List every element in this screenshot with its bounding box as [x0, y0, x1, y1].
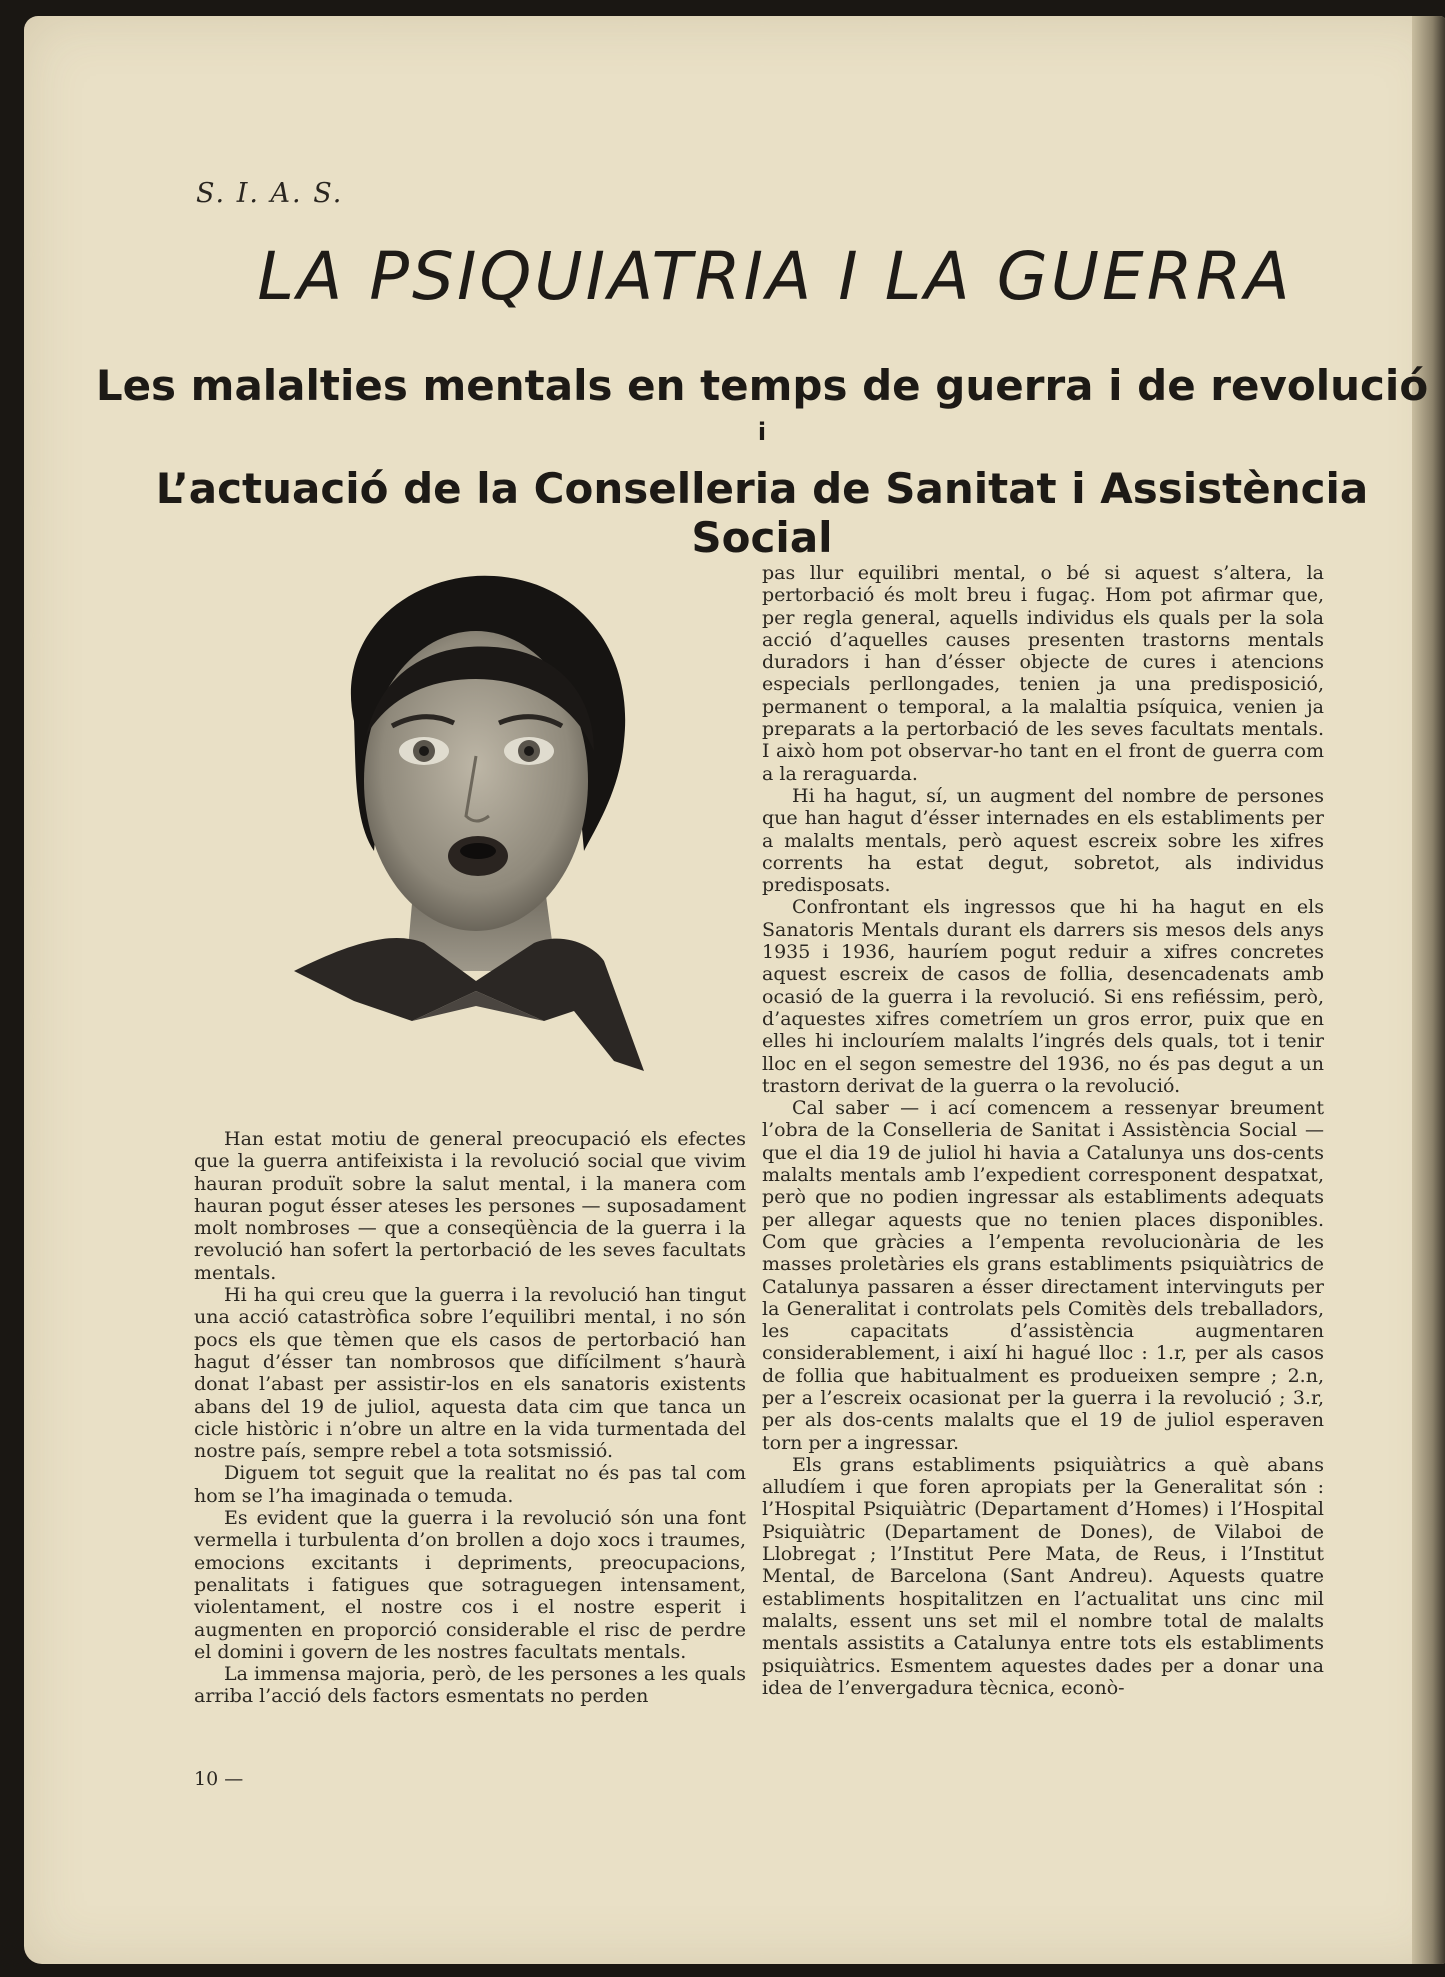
paragraph: Hi ha hagut, sí, un augment del nombre de persones que han hagut d’ésser internades en els establiments per a malalts mentals, però aquest escreix sobre les xifres corrents ha estat degut, sobretot, als individus predisposats.: [762, 784, 1324, 897]
article-right-column: [762, 562, 1324, 1699]
paragraph: Han estat motiu de general preocupació els efectes que la guerra antifeixista i la revolució social que vivim hauran produït sobre la salut mental, i la manera com hauran pogut ésser ateses les persones — suposadament molt nombroses — que a conseqüència de la guerra i la revolució han sofert la pertorbació de les seves facultats mentals.: [194, 1128, 746, 1284]
paragraph: Es evident que la guerra i la revolució són una font vermella i turbulenta d’on brollen a dojo xocs i traumes, emocions excitants i depriments, preocupacions, penalitats i fatigues que sotraguegen intensament, violentament, el nostre cos i el nostre esperit i augmenten en proporció considerable el risc de perdre el domini i govern de les nostres facultats mentals.: [194, 1507, 746, 1663]
paragraph: La immensa majoria, però, de les persones a les quals arriba l’acció dels factors esmentats no perden: [194, 1663, 746, 1708]
paragraph: Cal saber — i ací comencem a ressenyar breument l’obra de la Conselleria de Sanitat i Assistència Social — que el dia 19 de juliol hi havia a Catalunya uns dos-cents malalts mentals amb l’expedient corresponent despatxat, però que no podien ingressar als establiments adequats per allegar aquests que no tenien places disponibles. Com que gràcies a l’empenta revolucionària de les masses proletàries els grans establiments psiquiàtrics de Catalunya passaren a ésser directament intervinguts per la Generalitat i controlats pels Comitès dels treballadors, les capacitats d’assistència augmentaren considerablement, i així hi hagué lloc : 1.r, per als casos de follia que habitualment es produeixen sempre ; 2.n, per a l’escreix ocasionat per la guerra i la revolució ; 3.r, per als dos-cents malalts que el 19 de juliol esperaven torn per a ingressar.: [762, 1097, 1324, 1454]
paragraph: pas llur equilibri mental, o bé si aquest s’altera, la pertorbació és molt breu i fugaç. Hom pot afirmar que, per regla general, aquells individus els quals per la sola acció d’aquelles causes presenten trastorns mentals duradors i han d’ésser objecte de cures i atencions especials perllongades, tenien ja una predisposició, permanent o temporal, a la malaltia psíquica, venien ja preparats a la pertorbació de les seves facultats mentals. I això hom pot observar-ho tant en el front de guerra com a la reraguarda.: [762, 562, 1324, 785]
magazine-page: [24, 16, 1445, 1964]
paragraph: Hi ha qui creu que la guerra i la revolució han tingut una acció catastròfica sobre l’equilibri mental, i no són pocs els que tèmen que els casos de pertorbació han hagut d’ésser tan nombrosos que difícilment s’haurà donat l’abast per assistir-los en els sanatoris existents abans del 19 de juliol, aquesta data cim que tanca un cicle històric i n’obre un altre en la vida turmentada del nostre país, sempre rebel a tota sotsmissió.: [194, 1284, 746, 1463]
paragraph: Els grans establiments psiquiàtrics a què abans alludíem i que foren apropiats per la Generalitat són : l’Hospital Psiquiàtric (Departament d’Homes) i l’Hospital Psiquiàtric (Departament de Dones), de Vilaboi de Llobregat ; l’Institut Pere Mata, de Reus, i l’Institut Mental, de Barcelona (Sant Andreu). Aquests quatre establiments hospitalitzen en l’actualitat uns cinc mil malalts, essent uns set mil el nombre total de malalts mentals assistits a Catalunya entre tots els establiments psiquiàtrics. Esmentem aquestes dades per a donar una idea de l’envergadura tècnica, econò-: [762, 1453, 1324, 1699]
article-subtitle-1: Les malalties mentals en temps de guerra i de revolució: [95, 361, 1429, 410]
paragraph: Confrontant els ingressos que hi ha hagut en els Sanatoris Mentals durant els darrers sis mesos dels anys 1935 i 1936, hauríem pogut reduir a xifres concretes aquest escreix de casos de follia, desencadenats amb ocasió de la guerra i la revolució. Si ens refiéssim, però, d’aquestes xifres cometríem un gros error, puix que en elles hi inclouríem malalts l’ingrés dels quals, tot i tenir lloc en el segon semestre del 1936, no és pas degut a un trastorn derivat de la guerra o la revolució.: [762, 896, 1324, 1097]
article-subtitle-2: L’actuació de la Conselleria de Sanitat i Assistència Social: [155, 464, 1369, 562]
page-number: 10 —: [194, 1768, 244, 1790]
section-kicker: S. I. A. S.: [196, 178, 344, 209]
subtitle-connector: i: [757, 418, 767, 446]
woman-portrait-photo: [294, 551, 644, 1071]
paragraph: Diguem tot seguit que la realitat no és pas tal com hom se l’ha imaginada o temuda.: [194, 1462, 746, 1507]
article-title: LA PSIQUIATRIA I LA GUERRA: [257, 238, 1293, 315]
article-left-column: [194, 1128, 746, 1708]
